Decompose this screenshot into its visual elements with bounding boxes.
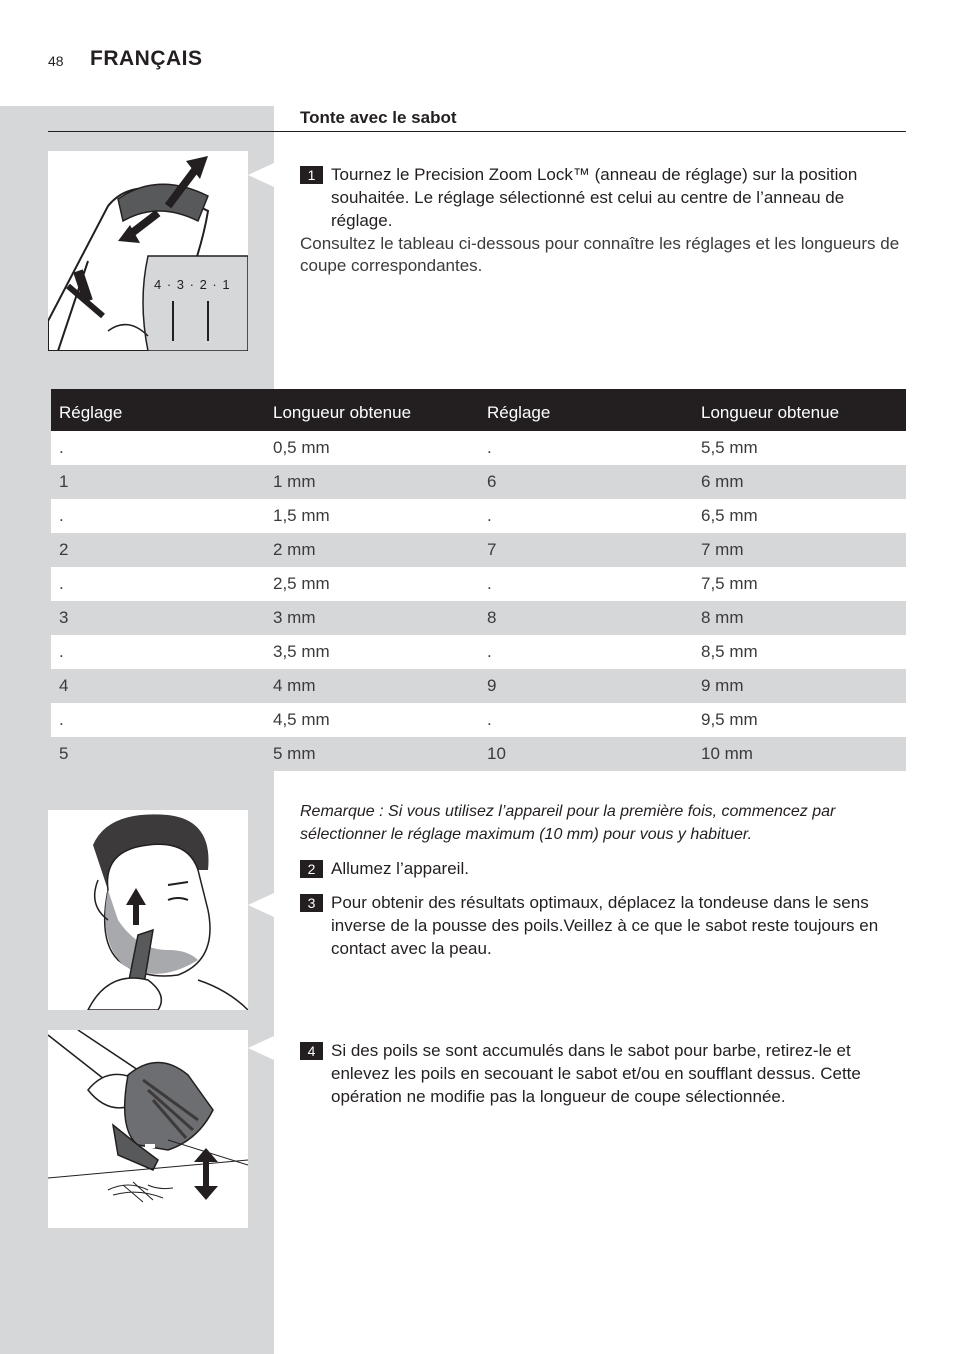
table-cell: 7,5 mm [693, 567, 906, 601]
table-row [51, 431, 906, 465]
step-number-badge: 2 [300, 860, 323, 878]
table-row [51, 499, 906, 533]
step-3 [300, 891, 906, 960]
language-heading: FRANÇAIS [90, 47, 203, 70]
section-title: Tonte avec le sabot [300, 108, 457, 127]
table-cell: 0,5 mm [265, 431, 479, 465]
table-cell: 2,5 mm [265, 567, 479, 601]
table-cell: 6 mm [693, 465, 906, 499]
step-text: Pour obtenir des résultats optimaux, déplacez la tondeuse dans le sens inverse de la pousse des poils.Veillez à ce que le sabot reste toujours en contact avec la peau. [331, 893, 879, 958]
table-cell: . [51, 703, 265, 737]
table-cell: . [51, 499, 265, 533]
consult-table-paragraph: Consultez le tableau ci-dessous pour connaître les réglages et les longueurs de coupe correspondantes. [300, 234, 900, 275]
column-header: Longueur obtenue [693, 389, 906, 431]
column-header: Réglage [479, 389, 693, 431]
comb-cleaning-drawing [48, 1030, 248, 1228]
table-cell: 10 mm [693, 737, 906, 771]
step-number-badge: 4 [300, 1042, 323, 1060]
first-use-note: Remarque : Si vous utilisez l’appareil pour la première fois, commencez par sélectionner le réglage maximum (10 mm) pour vous y habituer. [300, 803, 836, 843]
table-cell: 10 [479, 737, 693, 771]
figure-zoom-ring-illustration [48, 151, 248, 351]
table-cell: 9 [479, 669, 693, 703]
step-number-badge: 1 [300, 166, 323, 184]
column-header: Longueur obtenue [265, 389, 479, 431]
page-number: 48 [48, 53, 64, 69]
table-cell: 1,5 mm [265, 499, 479, 533]
table-cell: 2 mm [265, 533, 479, 567]
table-cell: 8,5 mm [693, 635, 906, 669]
table-row [51, 669, 906, 703]
step-number-badge: 3 [300, 894, 323, 912]
table-cell: 1 [51, 465, 265, 499]
table-row [51, 465, 906, 499]
table-cell: 5 [51, 737, 265, 771]
table-cell: . [479, 499, 693, 533]
table-cell: 2 [51, 533, 265, 567]
table-cell: 6,5 mm [693, 499, 906, 533]
settings-length-table [51, 389, 906, 771]
table-cell: 5 mm [265, 737, 479, 771]
section-rule [48, 131, 906, 132]
column-header: Réglage [51, 389, 265, 431]
table-row [51, 567, 906, 601]
table-cell: 7 mm [693, 533, 906, 567]
table-cell: . [479, 703, 693, 737]
table-cell: . [51, 567, 265, 601]
table-cell: 6 [479, 465, 693, 499]
step-1 [300, 163, 906, 232]
table-cell: 4 mm [265, 669, 479, 703]
table-row [51, 737, 906, 771]
table-header-row [51, 389, 906, 431]
man-trimming-beard-drawing [48, 810, 248, 1010]
table-cell: . [51, 635, 265, 669]
step-text: Allumez l’appareil. [331, 859, 469, 878]
table-cell: 8 mm [693, 601, 906, 635]
table-cell: 1 mm [265, 465, 479, 499]
figure-comb-cleaning-illustration [48, 1030, 248, 1228]
table-cell: 3,5 mm [265, 635, 479, 669]
table-cell: 4,5 mm [265, 703, 479, 737]
table-row [51, 601, 906, 635]
table-cell: . [479, 567, 693, 601]
table-cell: 8 [479, 601, 693, 635]
table-cell: 9 mm [693, 669, 906, 703]
table-cell: 9,5 mm [693, 703, 906, 737]
figure-beard-trimming-illustration [48, 810, 248, 1010]
table-cell: 4 [51, 669, 265, 703]
figure-pointer [248, 163, 274, 187]
trimmer-zoom-ring-drawing [48, 151, 248, 351]
step-text: Si des poils se sont accumulés dans le sabot pour barbe, retirez-le et enlevez les poils en secouant le sabot et/ou en soufflant dessus. Cette opération ne modifie pas la longueur de coupe sélectionnée. [331, 1041, 861, 1106]
table-row [51, 533, 906, 567]
step-2 [300, 857, 906, 880]
table-cell: 3 mm [265, 601, 479, 635]
table-row [51, 703, 906, 737]
step-text: Tournez le Precision Zoom Lock™ (anneau de réglage) sur la position souhaitée. Le réglage sélectionné est celui au centre de l’anneau de réglage. [331, 165, 858, 230]
figure-pointer [248, 1036, 274, 1060]
table-cell: . [51, 431, 265, 465]
table-row [51, 635, 906, 669]
figure-pointer [248, 893, 274, 917]
table-cell: . [479, 431, 693, 465]
table-cell: 3 [51, 601, 265, 635]
table-cell: 7 [479, 533, 693, 567]
table-cell: 5,5 mm [693, 431, 906, 465]
table-cell: . [479, 635, 693, 669]
zoom-ring-dial-labels: 4 · 3 · 2 · 1 [154, 277, 231, 292]
step-4 [300, 1039, 906, 1108]
